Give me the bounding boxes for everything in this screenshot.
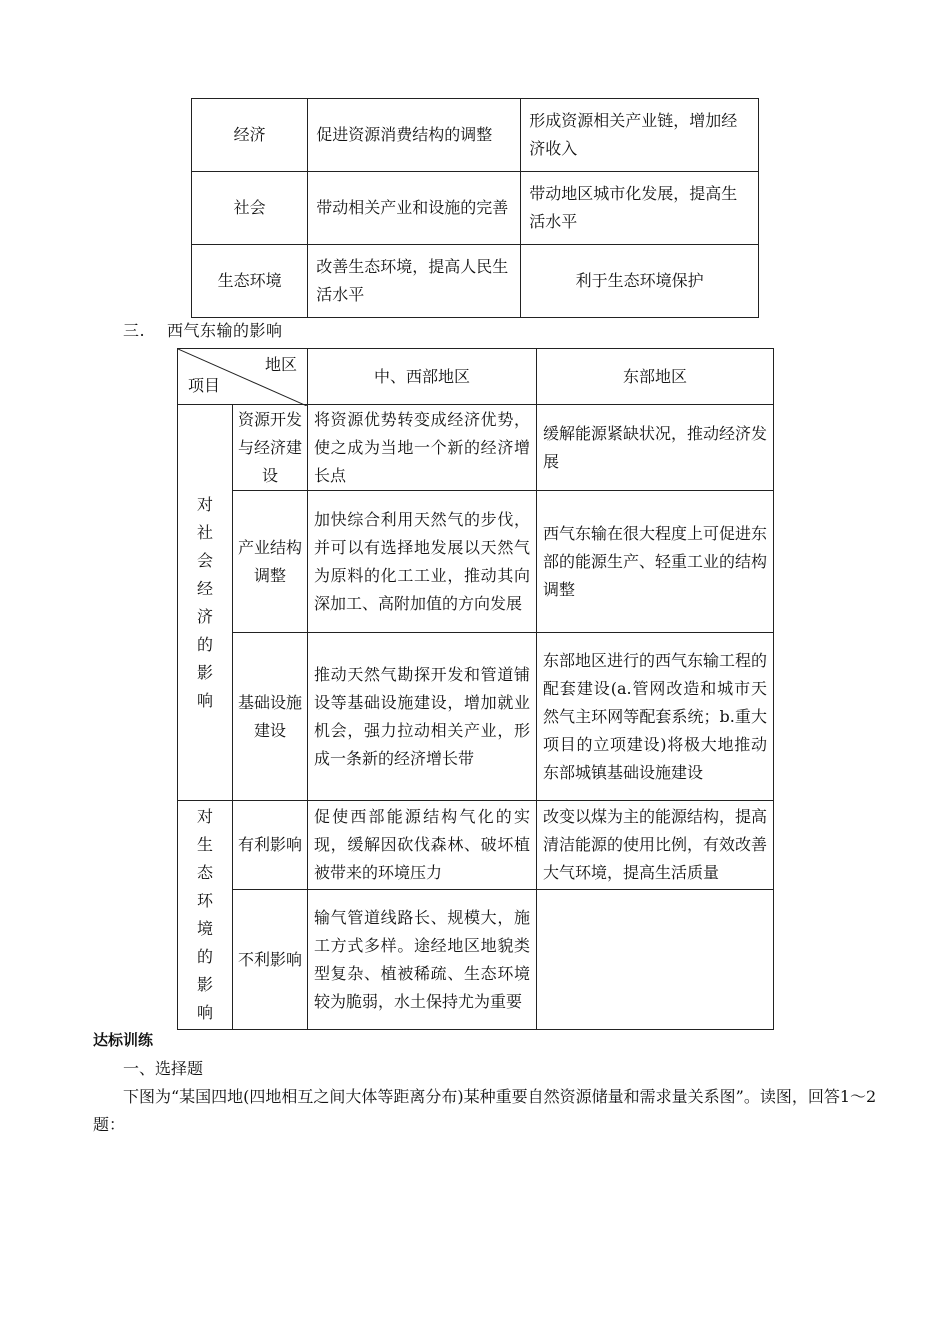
cell-mid: 改善生态环境，提高人民生活水平 (308, 245, 521, 318)
sub-label: 不利影响 (233, 890, 308, 1030)
cell-mid: 输气管道线路长、规模大，施工方式多样。途经地区地貌类型复杂、植被稀疏、生态环境较为脆弱，水土保持尤为重要 (308, 890, 537, 1030)
section-heading (123, 318, 283, 341)
sub-label: 有利影响 (233, 801, 308, 890)
table-row (178, 801, 774, 890)
cell-east-empty (537, 890, 774, 1030)
header-east: 东部地区 (537, 349, 774, 405)
cell-mid: 促使西部能源结构气化的实现，缓解因砍伐森林、破坏植被带来的环境压力 (308, 801, 537, 890)
cell-right: 带动地区城市化发展，提高生活水平 (521, 172, 759, 245)
table-row (178, 491, 774, 633)
cell-east: 东部地区进行的西气东输工程的配套建设(a.管网改造和城市天然气主环网等配套系统；b.重大项目的立项建设)将极大地推动东部城镇基础设施建设 (537, 633, 774, 801)
cell-mid: 推动天然气勘探开发和管道铺设等基础设施建设，增加就业机会，强力拉动相关产业，形成一条新的经济增长带 (308, 633, 537, 801)
table-row (178, 633, 774, 801)
cell-right: 利于生态环境保护 (521, 245, 759, 318)
row-label: 经济 (192, 99, 308, 172)
table-row (192, 172, 759, 245)
cell-east: 改变以煤为主的能源结构，提高清洁能源的使用比例，有效改善大气环境，提高生活质量 (537, 801, 774, 890)
section-choice: 一、选择题 (123, 1059, 204, 1078)
row-label: 社会 (192, 172, 308, 245)
table-row (178, 405, 774, 491)
sub-label: 基础设施建设 (233, 633, 308, 801)
cell-mid: 将资源优势转变成经济优势，使之成为当地一个新的经济增长点 (308, 405, 537, 491)
sub-label: 产业结构调整 (233, 491, 308, 633)
training-title: 达标训练 (93, 1031, 154, 1049)
impact-table-1 (191, 98, 759, 318)
header-region: 地区 (264, 355, 297, 374)
cell-right: 形成资源相关产业链，增加经济收入 (521, 99, 759, 172)
table-row (192, 99, 759, 172)
header-mid-west: 中、西部地区 (308, 349, 537, 405)
table-row (192, 245, 759, 318)
row-label: 生态环境 (192, 245, 308, 318)
header-item: 项目 (188, 376, 221, 395)
question-paragraph: 下图为“某国四地(四地相互之间大体等距离分布)某种重要自然资源储量和需求量关系图”。读图，回答1～2题： (93, 1087, 877, 1134)
section-number: 三. (123, 321, 146, 340)
diagonal-header-cell (178, 349, 308, 405)
cell-mid: 加快综合利用天然气的步伐，并可以有选择地发展以天然气为原料的化工工业，推动其向深加工、高附加值的方向发展 (308, 491, 537, 633)
section-title: 西气东输的影响 (167, 321, 283, 340)
sub-label: 资源开发与经济建设 (233, 405, 308, 491)
impact-table-2 (177, 348, 774, 1030)
group-label-ecological: 对 生 态 环 境 的 影 响 (178, 801, 233, 1030)
cell-east: 缓解能源紧缺状况，推动经济发展 (537, 405, 774, 491)
table-header-row (178, 349, 774, 405)
table-row (178, 890, 774, 1030)
cell-mid: 带动相关产业和设施的完善 (308, 172, 521, 245)
cell-mid: 促进资源消费结构的调整 (308, 99, 521, 172)
group-label-socioeconomic: 对 社 会 经 济 的 影 响 (178, 405, 233, 801)
cell-east: 西气东输在很大程度上可促进东部的能源生产、轻重工业的结构调整 (537, 491, 774, 633)
